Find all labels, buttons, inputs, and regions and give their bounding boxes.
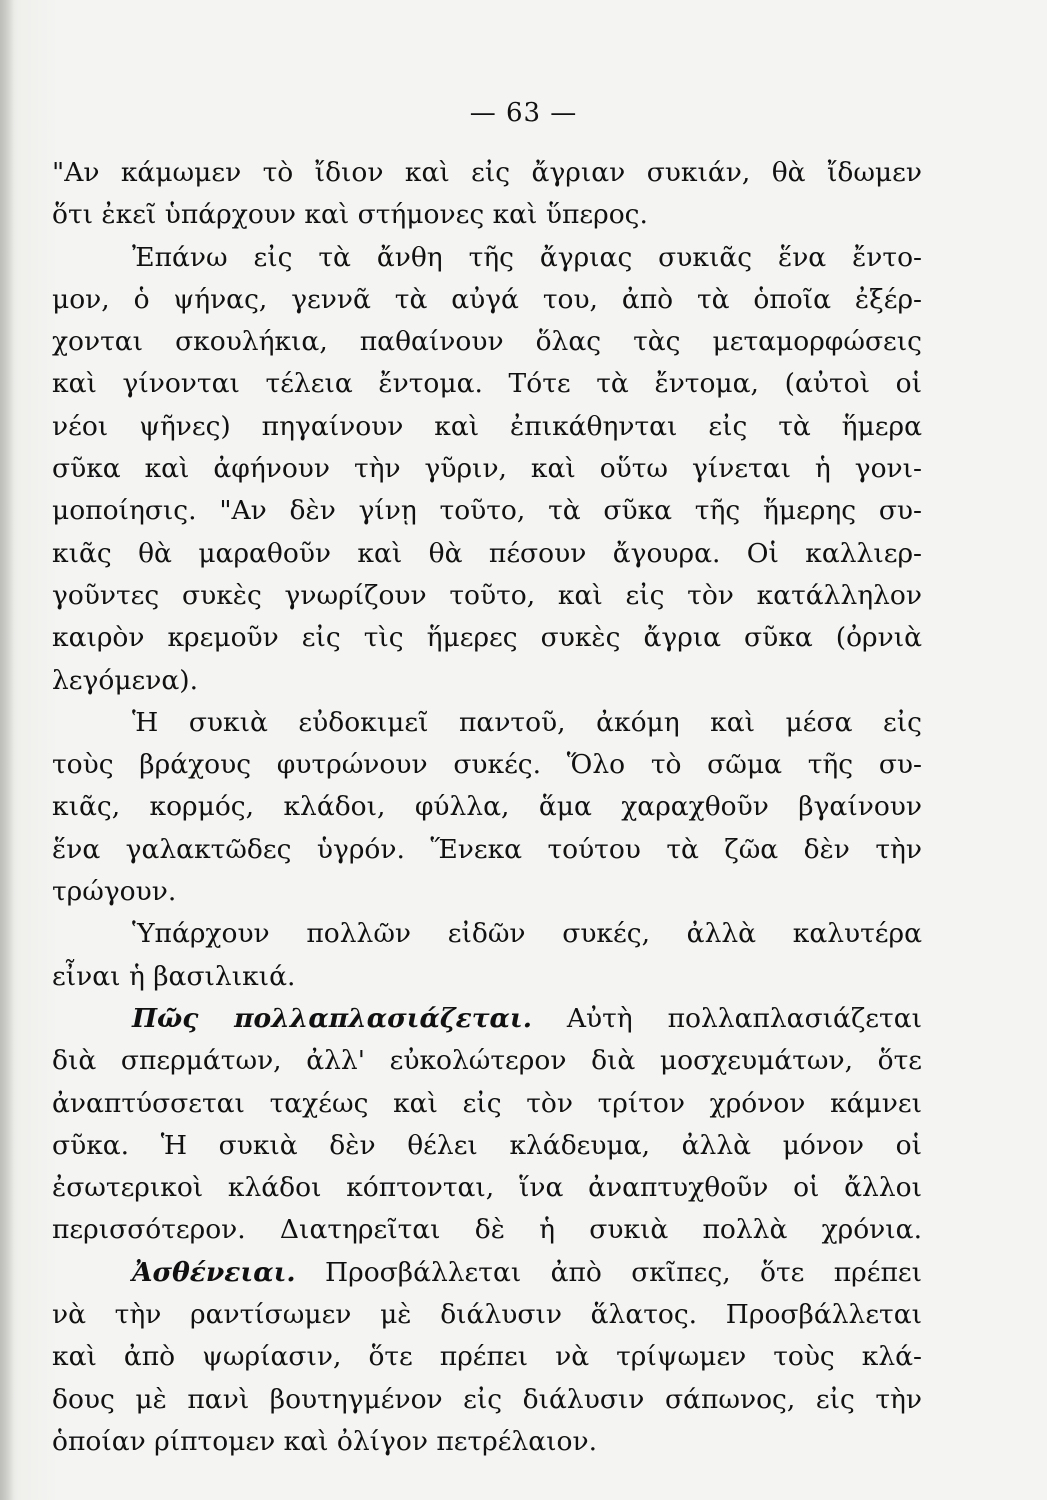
text-line	[52, 660, 922, 702]
section-heading: Ἀσθένειαι.	[132, 1256, 296, 1288]
text-line	[52, 321, 922, 363]
text-line	[52, 406, 922, 448]
line-text: σῦκα. Ἡ συκιὰ δὲν θέλει κλάδευμα, ἀλλὰ μόνον οἱ	[52, 1129, 922, 1161]
line-text: κιᾶς, κορμός, κλάδοι, φύλλα, ἅμα χαραχθοῦν βγαίνουν	[52, 791, 922, 823]
line-text: διὰ σπερμάτων, ἀλλ' εὐκολώτερον διὰ μοσχευμάτων, ὅτε	[52, 1045, 922, 1077]
text-line	[52, 617, 922, 659]
line-text: καὶ γίνονται τέλεια ἔντομα. Τότε τὰ ἔντομα, (αὐτοὶ οἱ	[52, 368, 922, 400]
text-line	[52, 237, 922, 279]
body-text	[52, 152, 922, 1463]
text-line	[52, 1125, 922, 1167]
text-line	[52, 194, 922, 236]
line-text: λεγόμενα).	[52, 664, 199, 696]
text-line	[52, 786, 922, 828]
text-line	[52, 744, 922, 786]
line-text: τρώγουν.	[52, 876, 177, 908]
text-line	[52, 363, 922, 405]
text-line	[52, 490, 922, 532]
text-line	[52, 1252, 922, 1294]
text-line	[52, 871, 922, 913]
page-gutter-shadow	[0, 0, 14, 1500]
line-text: Ἡ συκιὰ εὐδοκιμεῖ παντοῦ, ἀκόμη καὶ μέσα εἰς	[132, 706, 922, 738]
text-line	[52, 279, 922, 321]
line-text: ἀναπτύσσεται ταχέως καὶ εἰς τὸν τρίτον χρόνον κάμνει	[52, 1087, 922, 1119]
text-line	[52, 1294, 922, 1336]
line-text: νέοι ψῆνες) πηγαίνουν καὶ ἐπικάθηνται εἰς τὰ ἥμερα	[52, 410, 922, 442]
text-line	[52, 1421, 922, 1463]
line-text: κιᾶς θὰ μαραθοῦν καὶ θὰ πέσουν ἄγουρα. Οἱ καλλιερ-	[52, 537, 922, 569]
line-text: νὰ τὴν ραντίσωμεν μὲ διάλυσιν ἅλατος. Προσβάλλεται	[52, 1299, 922, 1331]
text-line	[52, 533, 922, 575]
line-text: μον, ὁ ψήνας, γεννᾶ τὰ αὐγά του, ἀπὸ τὰ ὁποῖα ἐξέρ-	[52, 283, 922, 315]
text-line	[52, 1083, 922, 1125]
text-line	[52, 1379, 922, 1421]
line-text: γοῦντες συκὲς γνωρίζουν τοῦτο, καὶ εἰς τὸν κατάλληλον	[52, 579, 922, 611]
line-text: σῦκα καὶ ἀφήνουν τὴν γῦριν, καὶ οὕτω γίνεται ἡ γονι-	[52, 453, 922, 485]
line-text: τοὺς βράχους φυτρώνουν συκές. Ὅλο τὸ σῶμα τῆς συ-	[52, 749, 922, 781]
line-text: ὅτι ἐκεῖ ὑπάρχουν καὶ στήμονες καὶ ὕπερος.	[52, 199, 648, 231]
text-line	[52, 956, 922, 998]
line-text: χονται σκουλήκια, παθαίνουν ὅλας τὰς μεταμορφώσεις	[52, 326, 922, 358]
text-line	[52, 1336, 922, 1378]
text-line	[52, 1040, 922, 1082]
text-line	[52, 152, 922, 194]
line-text: εἶναι ἡ βασιλικιά.	[52, 960, 296, 992]
text-line	[52, 913, 922, 955]
line-text: καὶ ἀπὸ ψωρίασιν, ὅτε πρέπει νὰ τρίψωμεν τοὺς κλά-	[52, 1341, 922, 1373]
line-text: Προσβάλλεται ἀπὸ σκῖπες, ὅτε πρέπει	[295, 1256, 922, 1288]
text-line	[52, 829, 922, 871]
text-line	[52, 1209, 922, 1251]
line-text: ἐσωτερικοὶ κλάδοι κόπτονται, ἵνα ἀναπτυχθοῦν οἱ ἄλλοι	[52, 1172, 922, 1204]
text-line	[52, 448, 922, 490]
line-text: δους μὲ πανὶ βουτηγμένον εἰς διάλυσιν σάπωνος, εἰς τὴν	[52, 1383, 922, 1415]
line-text: καιρὸν κρεμοῦν εἰς τὶς ἥμερες συκὲς ἄγρια σῦκα (ὀρνιὰ	[52, 622, 922, 654]
line-text: περισσότερον. Διατηρεῖται δὲ ἡ συκιὰ πολλὰ χρόνια.	[52, 1214, 922, 1246]
page-number: — 63 —	[469, 98, 578, 128]
section-heading: Πῶς πολλαπλασιάζεται.	[132, 1002, 532, 1034]
line-text: Αὐτὴ πολλαπλασιάζεται	[531, 1002, 922, 1034]
line-text: ἕνα γαλακτῶδες ὑγρόν. Ἕνεκα τούτου τὰ ζῶα δὲν τὴν	[52, 833, 922, 865]
line-text: Ἐπάνω εἰς τὰ ἄνθη τῆς ἄγριας συκιᾶς ἕνα ἔντο-	[132, 241, 922, 273]
text-line	[52, 702, 922, 744]
line-text: Ὑπάρχουν πολλῶν εἰδῶν συκές, ἀλλὰ καλυτέρα	[132, 918, 922, 950]
text-line	[52, 1167, 922, 1209]
text-line	[52, 575, 922, 617]
line-text: ὁποίαν ρίπτομεν καὶ ὀλίγον πετρέλαιον.	[52, 1425, 598, 1457]
line-text: "Αν κάμωμεν τὸ ἴδιον καὶ εἰς ἄγριαν συκιάν, θὰ ἴδωμεν	[52, 157, 922, 188]
text-line	[52, 998, 922, 1040]
line-text: μοποίησις. "Αν δὲν γίνῃ τοῦτο, τὰ σῦκα τῆς ἥμερης συ-	[52, 495, 922, 527]
